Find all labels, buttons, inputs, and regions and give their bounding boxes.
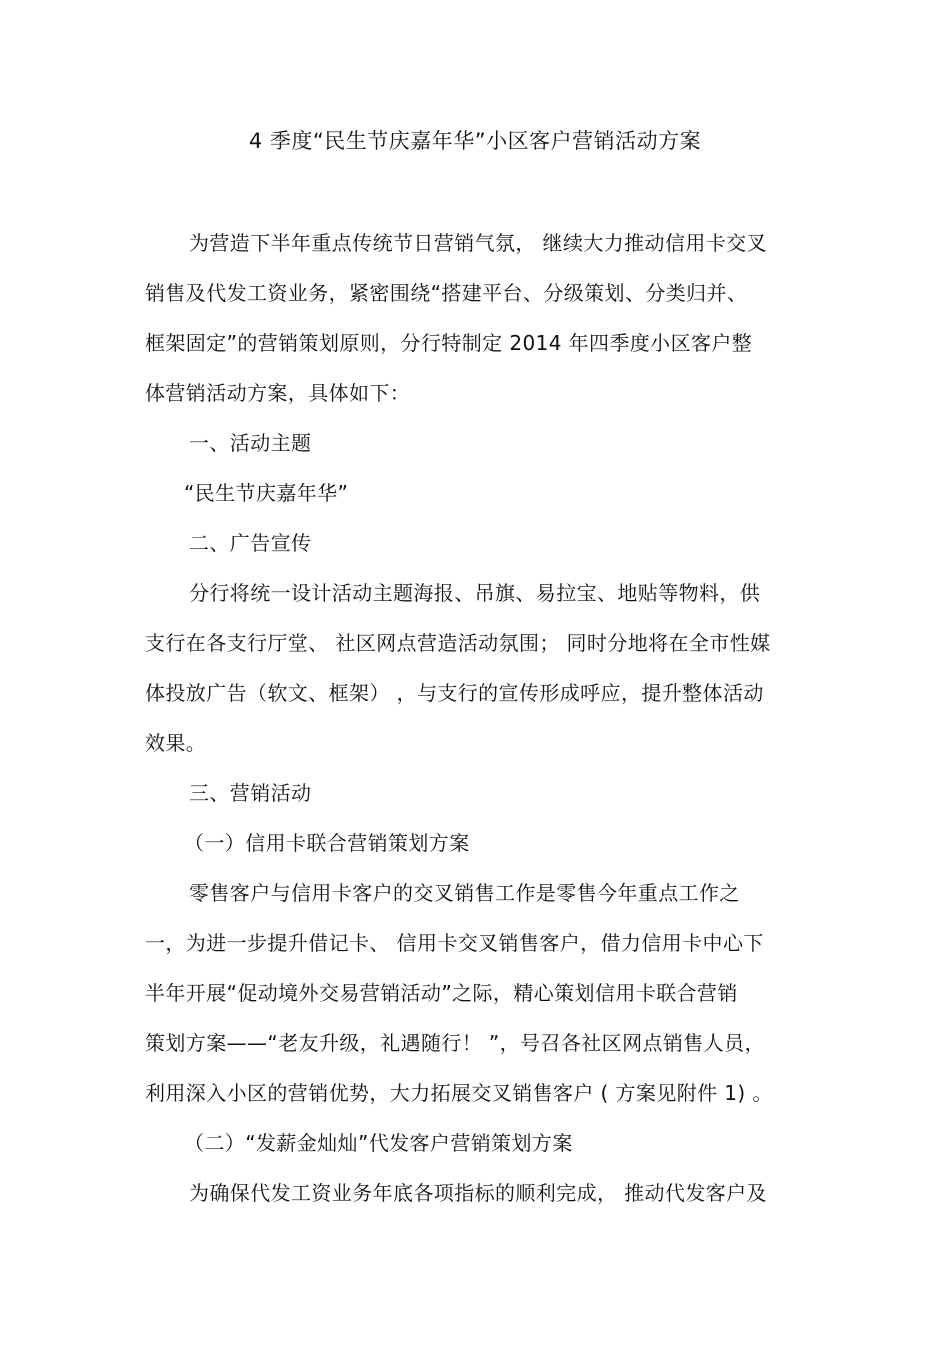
paragraph-line: 为确保代发工资业务年底各项指标的顺利完成， 推动代发客户及 — [189, 1181, 767, 1205]
paragraph-line: 策划方案——“老友升级，礼遇随行！ ”，号召各社区网点销售人员， — [145, 1031, 765, 1055]
subsection-heading: （二）“发薪金灿灿”代发客户营销策划方案 — [184, 1131, 573, 1155]
section-heading: 一、活动主题 — [189, 431, 312, 455]
paragraph-line: 销售及代发工资业务，紧密围绕“搭建平台、分级策划、分类归并、 — [145, 281, 748, 305]
paragraph-line: 体营销活动方案，具体如下： — [145, 381, 411, 405]
paragraph-line: 利用深入小区的营销优势，大力拓展交叉销售客户 ( 方案见附件 1) 。 — [145, 1081, 773, 1105]
paragraph-line: 分行将统一设计活动主题海报、吊旗、易拉宝、地贴等物料，供 — [189, 581, 761, 605]
subsection-heading: （一）信用卡联合营销策划方案 — [184, 831, 470, 855]
paragraph-line: 支行在各支行厅堂、 社区网点营造活动氛围； 同时分地将在全市性媒 — [145, 631, 771, 655]
paragraph-line: 一，为进一步提升借记卡、 信用卡交叉销售客户，借力信用卡中心下 — [145, 931, 764, 955]
theme-line: “民生节庆嘉年华” — [184, 481, 349, 505]
section-heading: 三、营销活动 — [189, 781, 312, 805]
paragraph-line: 为营造下半年重点传统节日营销气氛， 继续大力推动信用卡交叉 — [189, 231, 767, 255]
document-title: 4 季度“民生节庆嘉年华”小区客户营销活动方案 — [248, 129, 702, 153]
section-heading: 二、广告宣传 — [189, 531, 312, 555]
paragraph-line: 半年开展“促动境外交易营销活动”之际，精心策划信用卡联合营销 — [145, 981, 738, 1005]
paragraph-line: 零售客户与信用卡客户的交叉销售工作是零售今年重点工作之 — [189, 881, 740, 905]
paragraph-line: 框架固定”的营销策划原则，分行特制定 2014 年四季度小区客户整 — [145, 331, 753, 355]
paragraph-line: 效果。 — [145, 731, 207, 755]
paragraph-line: 体投放广告（软文、框架） ，与支行的宣传形成呼应，提升整体活动 — [145, 681, 764, 705]
